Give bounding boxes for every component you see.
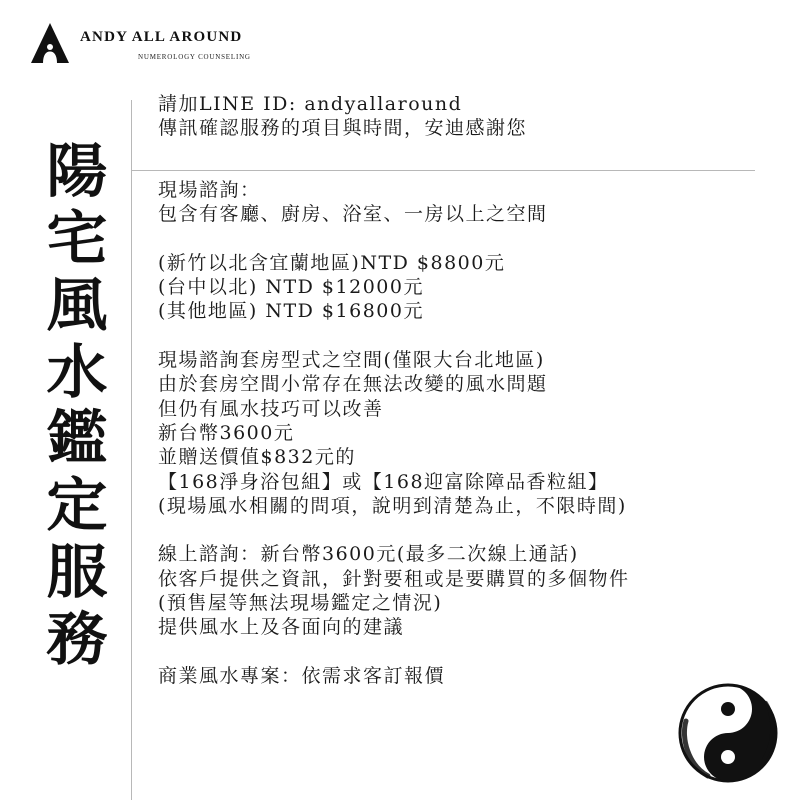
- service-line: 由於套房空間小常存在無法改變的風水問題: [158, 373, 548, 396]
- contact-block: [158, 92, 780, 141]
- title-char: 陽: [46, 137, 108, 205]
- service-line: 提供風水上及各面向的建議: [158, 616, 405, 639]
- contact-line: 傳訊確認服務的項目與時間，安迪感謝您: [158, 117, 528, 140]
- blank-line: [158, 324, 780, 348]
- title-char: 風: [46, 270, 108, 339]
- horizontal-divider: [131, 170, 755, 171]
- brand-name: ANDY ALL AROUND: [80, 29, 243, 45]
- blank-line: [158, 640, 780, 664]
- yin-yang-icon: [678, 683, 778, 783]
- service-line: (其他地區) NTD $16800元: [158, 300, 424, 323]
- title-char: 宅: [46, 203, 108, 272]
- title-char: 服: [46, 538, 108, 607]
- service-line: (新竹以北含宜蘭地區)NTD $8800元: [158, 251, 506, 274]
- vertical-title: [36, 137, 118, 673]
- service-line: 現場諮詢：: [158, 179, 261, 201]
- service-line: 包含有客廳、廚房、浴室、一房以上之空間: [158, 203, 548, 226]
- service-line: 並贈送價值$832元的: [158, 446, 356, 469]
- service-line: (預售屋等無法現場鑑定之情況): [158, 592, 443, 615]
- mountain-person-icon: [30, 22, 70, 64]
- title-char: 鑑: [46, 404, 108, 473]
- service-line: (現場風水相關的問項，說明到清楚為止，不限時間): [158, 494, 627, 517]
- service-line: 但仍有風水技巧可以改善: [158, 397, 384, 420]
- service-line: 新台幣3600元: [158, 421, 295, 444]
- brand-header: [30, 22, 290, 68]
- service-line: 線上諮詢：新台幣3600元(最多二次線上通話): [158, 543, 579, 566]
- service-line: (台中以北) NTD $12000元: [158, 276, 424, 299]
- brand-tagline: NUMEROLOGY COUNSELING: [138, 53, 251, 61]
- blank-line: [158, 227, 780, 251]
- contact-line: 請加LINE ID: andyallaround: [158, 93, 463, 115]
- title-char: 務: [46, 604, 108, 673]
- service-line: 現場諮詢套房型式之空間(僅限大台北地區): [158, 349, 545, 372]
- service-line: 商業風水專案：依需求客訂報價: [158, 664, 446, 687]
- vertical-divider: [131, 100, 132, 800]
- services-block: [158, 178, 780, 688]
- service-line: 依客戶提供之資訊，針對要租或是要購買的多個物件: [158, 567, 630, 590]
- blank-line: [158, 518, 780, 542]
- title-char: 定: [46, 471, 108, 540]
- service-line: 【168淨身浴包組】或【168迎富除障品香粒組】: [158, 470, 609, 493]
- title-char: 水: [46, 337, 108, 406]
